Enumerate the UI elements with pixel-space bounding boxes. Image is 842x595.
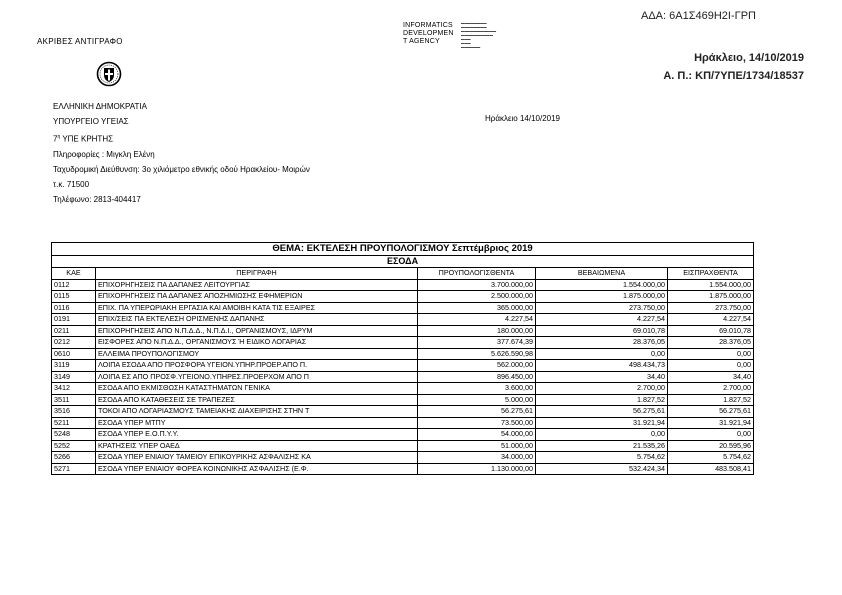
certified-cell: 21.535,26	[536, 440, 668, 452]
certified-cell: 5.754,62	[536, 452, 668, 464]
kae-cell: 5252	[52, 440, 96, 452]
table-row	[52, 452, 754, 464]
description-cell: ΕΠΙΧΟΡΗΓΗΣΕΙΣ ΑΠΟ Ν.Π.Δ.Δ., Ν.Π.Δ.Ι., ΟΡΓΑΝΙΣΜΟΥΣ, ΙΔΡΥΜ	[96, 325, 418, 337]
column-header-budgeted: ΠΡΟΥΠΟΛΟΓΙΣΘΕΝΤΑ	[418, 268, 536, 280]
description-cell: ΕΠΙΧ/ΣΕΙΣ ΠΑ ΕΚΤΕΛΕΣΗ ΟΡΙΣΜΕΝΗΣ ΔΑΠΑΝΗΣ	[96, 314, 418, 326]
table-row	[52, 291, 754, 303]
kae-cell: 3412	[52, 383, 96, 395]
budgeted-cell: 5.000,00	[418, 394, 536, 406]
budgeted-cell: 365.000,00	[418, 302, 536, 314]
budgeted-cell: 1.130.000,00	[418, 463, 536, 475]
certified-cell: 0,00	[536, 429, 668, 441]
informatics-stamp	[403, 22, 454, 46]
contact-person: Πληροφορίες : Μιγκλη Ελένη	[53, 149, 155, 159]
phone-number: Τηλέφωνο: 2813-404417	[53, 195, 141, 205]
certified-cell: 1.827,52	[536, 394, 668, 406]
certified-cell: 34,40	[536, 371, 668, 383]
collected-cell: 273.750,00	[668, 302, 754, 314]
collected-cell: 69.010,78	[668, 325, 754, 337]
collected-cell: 1.875.000,00	[668, 291, 754, 303]
table-row	[52, 383, 754, 395]
column-header-kae: ΚΑΕ	[52, 268, 96, 280]
section-label: ΕΣΟΔΑ	[52, 256, 754, 268]
budgeted-cell: 5.626.590,98	[418, 348, 536, 360]
budgeted-cell: 377.674,39	[418, 337, 536, 349]
greek-coat-of-arms-icon	[96, 61, 122, 87]
table-section-row	[52, 256, 754, 268]
stamp-line: INFORMATICS	[403, 22, 453, 29]
table-row	[52, 325, 754, 337]
collected-cell: 20.595,96	[668, 440, 754, 452]
certified-cell: 2.700,00	[536, 383, 668, 395]
certified-cell: 31.921,94	[536, 417, 668, 429]
budgeted-cell: 180.000,00	[418, 325, 536, 337]
table-row	[52, 406, 754, 418]
kae-cell: 0610	[52, 348, 96, 360]
certified-cell: 4.227,54	[536, 314, 668, 326]
description-cell: ΕΣΟΔΑ ΥΠΕΡ ΕΝΙΑΙΟΥ ΦΟΡΕΑ ΚΟΙΝΩΝΙΚΗΣ ΑΣΦΑΛΙΣΗΣ (Ε.Φ.	[96, 463, 418, 475]
collected-cell: 56.275,61	[668, 406, 754, 418]
description-cell: ΕΠΙΧ. ΠΑ ΥΠΕΡΩΡΙΑΚΗ ΕΡΓΑΣΙΑ ΚΑΙ ΑΜΟΙΒΗ ΚΑΤΑ ΤΙΣ ΕΞΑΙΡΕΣ	[96, 302, 418, 314]
description-cell: ΕΣΟΔΑ ΑΠΟ ΕΚΜΙΣΘΩΣΗ ΚΑΤΑΣΤΗΜΑΤΩΝ ΓΕΝΙΚΑ	[96, 383, 418, 395]
table-row	[52, 337, 754, 349]
collected-cell: 2.700,00	[668, 383, 754, 395]
kae-cell: 5271	[52, 463, 96, 475]
table-title-row	[52, 243, 754, 256]
budgeted-cell: 896.450,00	[418, 371, 536, 383]
ministry-name: ΥΠΟΥΡΓΕΙΟ ΥΓΕΙΑΣ	[53, 117, 129, 127]
collected-cell: 483.508,41	[668, 463, 754, 475]
country-name: ΕΛΛΗΝΙΚΗ ΔΗΜΟΚΡΑΤΙΑ	[53, 102, 147, 111]
protocol-number: Α. Π.: ΚΠ/7ΥΠΕ/1734/18537	[663, 70, 804, 82]
stamp-line: T AGENCY	[403, 38, 440, 45]
kae-cell: 5266	[52, 452, 96, 464]
kae-cell: 0191	[52, 314, 96, 326]
stamp-line: DEVELOPMEN	[403, 30, 454, 37]
collected-cell: 4.227,54	[668, 314, 754, 326]
description-cell: ΕΛΛΕΙΜΑ ΠΡΟΥΠΟΛΟΓΙΣΜΟΥ	[96, 348, 418, 360]
health-region: $7^\eta$ ΥΠΕ ΚΡΗΤΗΣ	[53, 133, 114, 144]
collected-cell: 0,00	[668, 348, 754, 360]
certified-cell: 0,00	[536, 348, 668, 360]
certified-cell: 498.434,73	[536, 360, 668, 372]
kae-cell: 0212	[52, 337, 96, 349]
certified-cell: 1.875.000,00	[536, 291, 668, 303]
table-row	[52, 463, 754, 475]
budgeted-cell: 3.700.000,00	[418, 279, 536, 291]
kae-cell: 3516	[52, 406, 96, 418]
description-cell: ΚΡΑΤΗΣΕΙΣ ΥΠΕΡ ΟΑΕΔ	[96, 440, 418, 452]
table-row	[52, 394, 754, 406]
description-cell: ΕΣΟΔΑ ΥΠΕΡ ΕΝΙΑΙΟΥ ΤΑΜΕΙΟΥ ΕΠΙΚΟΥΡΙΚΗΣ ΑΣΦΑΛΙΣΗΣ ΚΑ	[96, 452, 418, 464]
sender-block	[53, 99, 310, 208]
budgeted-cell: 51.000,00	[418, 440, 536, 452]
description-cell: ΕΠΙΧΟΡΗΓΗΣΕΙΣ ΠΑ ΔΑΠΑΝΕΣ ΑΠΟΖΗΜΙΩΣΗΣ ΕΦΗΜΕΡΙΩΝ	[96, 291, 418, 303]
description-cell: ΕΣΟΔΑ ΥΠΕΡ Ε.Ο.Π.Υ.Υ.	[96, 429, 418, 441]
kae-cell: 0115	[52, 291, 96, 303]
budgeted-cell: 56.275,61	[418, 406, 536, 418]
collected-cell: 0,00	[668, 360, 754, 372]
budgeted-cell: 73.500,00	[418, 417, 536, 429]
description-cell: ΕΠΙΧΟΡΗΓΗΣΕΙΣ ΠΑ ΔΑΠΑΝΕΣ ΛΕΙΤΟΥΡΓΙΑΣ	[96, 279, 418, 291]
kae-cell: 3149	[52, 371, 96, 383]
table-row	[52, 429, 754, 441]
table-header-row	[52, 268, 754, 280]
collected-cell: 28.376,05	[668, 337, 754, 349]
collected-cell: 0,00	[668, 429, 754, 441]
kae-cell: 0112	[52, 279, 96, 291]
certified-cell: 69.010,78	[536, 325, 668, 337]
budgeted-cell: 562.000,00	[418, 360, 536, 372]
description-cell: ΕΣΟΔΑ ΑΠΟ ΚΑΤΑΘΕΣΕΙΣ ΣΕ ΤΡΑΠΕΖΕΣ	[96, 394, 418, 406]
budget-execution-table	[51, 242, 754, 475]
kae-cell: 5211	[52, 417, 96, 429]
certified-cell: 56.275,61	[536, 406, 668, 418]
kae-cell: 0116	[52, 302, 96, 314]
certified-cell: 28.376,05	[536, 337, 668, 349]
postal-address: Ταχυδρομική Διεύθυνση: 3ο χιλιόμετρο εθνικής οδού Ηρακλείου- Μοιρών	[53, 164, 310, 174]
description-cell: ΕΙΣΦΟΡΕΣ ΑΠΟ Ν.Π.Δ.Δ., ΟΡΓΑΝΙΣΜΟΥΣ Ή ΕΙΔΙΚΟ ΛΟΓΑΡΙΑΣ	[96, 337, 418, 349]
digital-signature-microtext: ▬▬▬▬▬▬▬▬ ▬▬▬▬▬▬▬▬ ▬▬▬▬▬▬▬▬▬▬▬ ▬▬▬▬▬▬▬▬▬▬ ▬▬▬ ▬▬▬ ▬▬▬▬▬▬	[461, 21, 497, 49]
table-row	[52, 360, 754, 372]
column-header-description: ΠΕΡΙΓΡΑΦΗ	[96, 268, 418, 280]
budgeted-cell: 34.000,00	[418, 452, 536, 464]
table-row	[52, 417, 754, 429]
ada-code: ΑΔΑ: 6Α1Σ469Η2Ι-ΓΡΠ	[641, 10, 756, 22]
table-row	[52, 314, 754, 326]
budgeted-cell: 4.227,54	[418, 314, 536, 326]
kae-cell: 3511	[52, 394, 96, 406]
certified-cell: 1.554.000,00	[536, 279, 668, 291]
collected-cell: 31.921,94	[668, 417, 754, 429]
table-row	[52, 348, 754, 360]
budgeted-cell: 3.600,00	[418, 383, 536, 395]
description-cell: ΛΟΙΠΑ ΕΣ ΑΠΟ ΠΡΟΣΦ.ΥΓΕΙΟΝΟ.ΥΠΗΡΕΣ.ΠΡΟΕΡΧΟΜ ΑΠΟ Π	[96, 371, 418, 383]
table-row	[52, 279, 754, 291]
header-place-date: Ηράκλειο, 14/10/2019	[694, 52, 804, 64]
certified-copy-label: ΑΚΡΙΒΕΣ ΑΝΤΙΓΡΑΦΟ	[37, 37, 123, 46]
kae-cell: 0211	[52, 325, 96, 337]
collected-cell: 34,40	[668, 371, 754, 383]
kae-cell: 5248	[52, 429, 96, 441]
table-row	[52, 440, 754, 452]
budgeted-cell: 54.000,00	[418, 429, 536, 441]
certified-cell: 273.750,00	[536, 302, 668, 314]
description-cell: ΕΣΟΔΑ ΥΠΕΡ ΜΤΠΥ	[96, 417, 418, 429]
kae-cell: 3119	[52, 360, 96, 372]
collected-cell: 5.754,62	[668, 452, 754, 464]
table-title: ΘΕΜΑ: ΕΚΤΕΛΕΣΗ ΠΡΟΥΠΟΛΟΓΙΣΜΟΥ Σεπτέμβριος 2019	[52, 243, 754, 256]
collected-cell: 1.554.000,00	[668, 279, 754, 291]
column-header-collected: ΕΙΣΠΡΑΧΘΕΝΤΑ	[668, 268, 754, 280]
description-cell: ΛΟΙΠΑ ΕΣΟΔΑ ΑΠΟ ΠΡΟΣΦΟΡΑ ΥΓΕΙΟΝ.ΥΠΗΡ.ΠΡΟΕΡ.ΑΠΟ Π.	[96, 360, 418, 372]
collected-cell: 1.827,52	[668, 394, 754, 406]
certified-cell: 532.424,34	[536, 463, 668, 475]
postal-code: τ.κ. 71500	[53, 180, 90, 190]
budgeted-cell: 2.500.000,00	[418, 291, 536, 303]
table-row	[52, 371, 754, 383]
description-cell: ΤΟΚΟΙ ΑΠΟ ΛΟΓΑΡΙΑΣΜΟΥΣ ΤΑΜΕΙΑΚΗΣ ΔΙΑΧΕΙΡΙΣΗΣ ΣΤΗΝ Τ	[96, 406, 418, 418]
table-row	[52, 302, 754, 314]
inline-place-date: Ηράκλειο 14/10/2019	[485, 114, 561, 123]
column-header-certified: ΒΕΒΑΙΩΜΕΝΑ	[536, 268, 668, 280]
